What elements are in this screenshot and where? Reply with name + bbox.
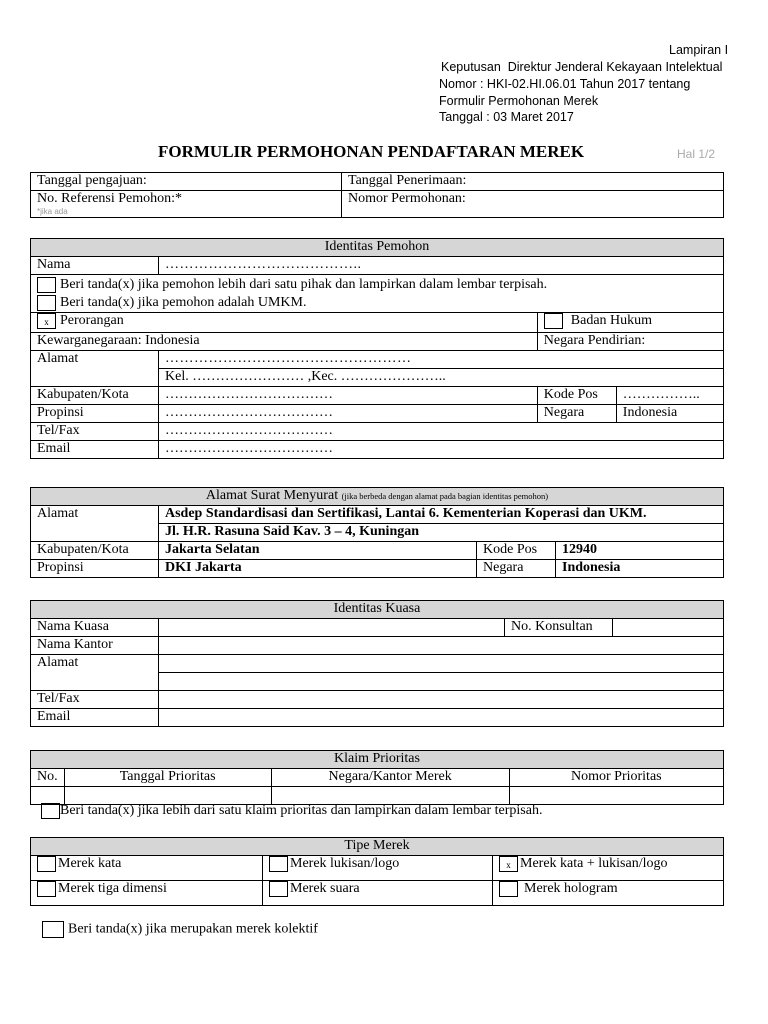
nama-kantor-label: Nama Kantor — [31, 637, 159, 655]
multi-prioritas-checkbox[interactable] — [41, 803, 60, 819]
merek-suara-label: Merek suara — [290, 881, 360, 897]
kuasa-alamat-label: Alamat — [31, 655, 159, 691]
jika-ada-note: *jika ada — [37, 207, 68, 216]
identitas-pemohon-table — [30, 238, 724, 459]
surat-kodepos-label: Kode Pos — [477, 542, 556, 560]
multi-pemohon-checkbox[interactable] — [37, 277, 56, 293]
email-field[interactable]: ……………………………… — [159, 441, 724, 459]
perorangan-cell — [31, 313, 538, 333]
nama-label: Nama — [31, 257, 159, 275]
col-no-header: No. — [31, 769, 65, 787]
kabupaten-label: Kabupaten/Kota — [31, 387, 159, 405]
alamat-label: Alamat — [31, 351, 159, 387]
merek-kata-checkbox[interactable] — [37, 856, 56, 872]
merek-kata-option — [31, 856, 263, 881]
telfax-field[interactable]: ……………………………… — [159, 423, 724, 441]
merek-hologram-checkbox[interactable] — [499, 881, 518, 897]
pemohon-checkbox-cell — [31, 275, 724, 313]
tipe-merek-heading: Tipe Merek — [31, 838, 724, 856]
prioritas-tanggal-cell[interactable] — [64, 787, 271, 805]
decree-date: Tanggal : 03 Maret 2017 — [439, 110, 574, 124]
kuasa-telfax-label: Tel/Fax — [31, 691, 159, 709]
perorangan-checkbox[interactable]: x — [37, 313, 56, 329]
merek-lukisan-option — [263, 856, 493, 881]
surat-kabupaten-field[interactable]: Jakarta Selatan — [159, 542, 477, 560]
merek-lukisan-label: Merek lukisan/logo — [290, 856, 400, 872]
col-negara-header: Negara/Kantor Merek — [271, 769, 509, 787]
merek-hologram-option — [493, 881, 724, 906]
kewarganegaraan-field[interactable]: Kewarganegaraan: Indonesia — [31, 333, 538, 351]
tanggal-pengajuan-label[interactable]: Tanggal pengajuan: — [31, 173, 342, 191]
surat-propinsi-field[interactable]: DKI Jakarta — [159, 560, 477, 578]
merek-kolektif-note: Beri tanda(x) jika merupakan merek kolektif — [68, 921, 318, 937]
surat-kabupaten-label: Kabupaten/Kota — [31, 542, 159, 560]
lampiran-label: Lampiran I — [669, 43, 729, 57]
merek-suara-checkbox[interactable] — [269, 881, 288, 897]
surat-alamat-line1[interactable]: Asdep Standardisasi dan Sertifikasi, Lantai 6. Kementerian Koperasi dan UKM. — [159, 506, 724, 524]
negara-field[interactable]: Indonesia — [616, 405, 723, 423]
kel-kec-field[interactable]: Kel. …………………… ,Kec. ………………….. — [159, 369, 724, 387]
identitas-kuasa-table — [30, 600, 724, 727]
alamat-surat-title: Alamat Surat Menyurat — [205, 488, 339, 503]
kuasa-email-label: Email — [31, 709, 159, 727]
merek-kata-lukisan-option — [493, 856, 724, 881]
prioritas-nomor-cell[interactable] — [509, 787, 723, 805]
no-referensi-label: No. Referensi Pemohon:* — [37, 191, 183, 206]
umkm-note: Beri tanda(x) jika pemohon adalah UMKM. — [60, 295, 307, 310]
kuasa-email-field[interactable] — [159, 709, 724, 727]
surat-negara-field[interactable]: Indonesia — [556, 560, 724, 578]
page-title: FORMULIR PERMOHONAN PENDAFTARAN MEREK — [158, 142, 585, 161]
page-indicator: Hal 1/2 — [677, 147, 716, 161]
tipe-merek-table — [30, 837, 724, 906]
tanggal-penerimaan-label[interactable]: Tanggal Penerimaan: — [342, 173, 724, 191]
nama-kuasa-label: Nama Kuasa — [31, 619, 159, 637]
klaim-prioritas-heading: Klaim Prioritas — [31, 751, 724, 769]
propinsi-field[interactable]: ……………………………… — [159, 405, 538, 423]
identitas-kuasa-heading: Identitas Kuasa — [31, 601, 724, 619]
decree-subject: Formulir Permohonan Merek — [439, 94, 599, 108]
merek-tiga-dimensi-option — [31, 881, 263, 906]
alamat-field[interactable]: …………………………………………… — [159, 351, 724, 369]
surat-kodepos-field[interactable]: 12940 — [556, 542, 724, 560]
propinsi-label: Propinsi — [31, 405, 159, 423]
badan-hukum-cell — [537, 313, 723, 333]
badan-hukum-label: Badan Hukum — [570, 313, 653, 329]
telfax-label: Tel/Fax — [31, 423, 159, 441]
merek-kata-lukisan-label: Merek kata + lukisan/logo — [520, 856, 668, 872]
prioritas-no-cell[interactable] — [31, 787, 65, 805]
decree-number: Nomor : HKI-02.HI.06.01 Tahun 2017 tentang — [439, 77, 691, 91]
prioritas-note-row — [41, 803, 542, 819]
no-konsultan-label: No. Konsultan — [505, 619, 613, 637]
merek-lukisan-checkbox[interactable] — [269, 856, 288, 872]
col-tanggal-header: Tanggal Prioritas — [64, 769, 271, 787]
identitas-pemohon-heading: Identitas Pemohon — [31, 239, 724, 257]
registration-info-table — [30, 172, 724, 218]
kabupaten-field[interactable]: ……………………………… — [159, 387, 538, 405]
multi-prioritas-note: Beri tanda(x) jika lebih dari satu klaim prioritas dan lampirkan dalam lembar terpisah. — [60, 803, 543, 819]
nomor-permohonan-label[interactable]: Nomor Permohonan: — [342, 191, 724, 218]
perorangan-label: Perorangan — [60, 313, 124, 329]
merek-tiga-dimensi-checkbox[interactable] — [37, 881, 56, 897]
alamat-surat-heading — [31, 488, 724, 506]
surat-negara-label: Negara — [477, 560, 556, 578]
badan-hukum-checkbox[interactable] — [544, 313, 563, 329]
merek-hologram-label: Merek hologram — [524, 881, 618, 897]
kuasa-alamat-field-1[interactable] — [159, 655, 724, 673]
nama-kantor-field[interactable] — [159, 637, 724, 655]
merek-kolektif-checkbox[interactable] — [42, 921, 64, 938]
no-konsultan-field[interactable] — [613, 619, 724, 637]
merek-tiga-dimensi-label: Merek tiga dimensi — [58, 881, 167, 897]
umkm-checkbox[interactable] — [37, 295, 56, 311]
negara-label: Negara — [537, 405, 616, 423]
col-nomor-header: Nomor Prioritas — [509, 769, 723, 787]
email-label: Email — [31, 441, 159, 459]
no-referensi-cell[interactable] — [31, 191, 342, 218]
kodepos-label: Kode Pos — [537, 387, 616, 405]
klaim-prioritas-table — [30, 750, 724, 805]
merek-kata-label: Merek kata — [58, 856, 122, 872]
surat-propinsi-label: Propinsi — [31, 560, 159, 578]
decree-line: Keputusan Direktur Jenderal Kekayaan Intelektual — [441, 60, 723, 74]
surat-alamat-line2[interactable]: Jl. H.R. Rasuna Said Kav. 3 – 4, Kuningan — [159, 524, 724, 542]
kuasa-alamat-field-2[interactable] — [159, 673, 724, 691]
alamat-surat-table — [30, 487, 724, 578]
kodepos-field[interactable]: …………….. — [616, 387, 723, 405]
kuasa-telfax-field[interactable] — [159, 691, 724, 709]
prioritas-negara-cell[interactable] — [271, 787, 509, 805]
nama-field[interactable]: ………………………………….. — [159, 257, 724, 275]
surat-alamat-label: Alamat — [31, 506, 159, 542]
nama-kuasa-field[interactable] — [159, 619, 505, 637]
kolektif-row — [42, 921, 318, 938]
alamat-surat-note: (jika berbeda dengan alamat pada bagian identitas pemohon) — [341, 491, 549, 501]
negara-pendirian-field[interactable]: Negara Pendirian: — [537, 333, 723, 351]
multi-pemohon-note: Beri tanda(x) jika pemohon lebih dari satu pihak dan lampirkan dalam lembar terpisah. — [60, 277, 548, 292]
merek-suara-option — [263, 881, 493, 906]
merek-kata-lukisan-checkbox[interactable]: x — [499, 856, 518, 872]
